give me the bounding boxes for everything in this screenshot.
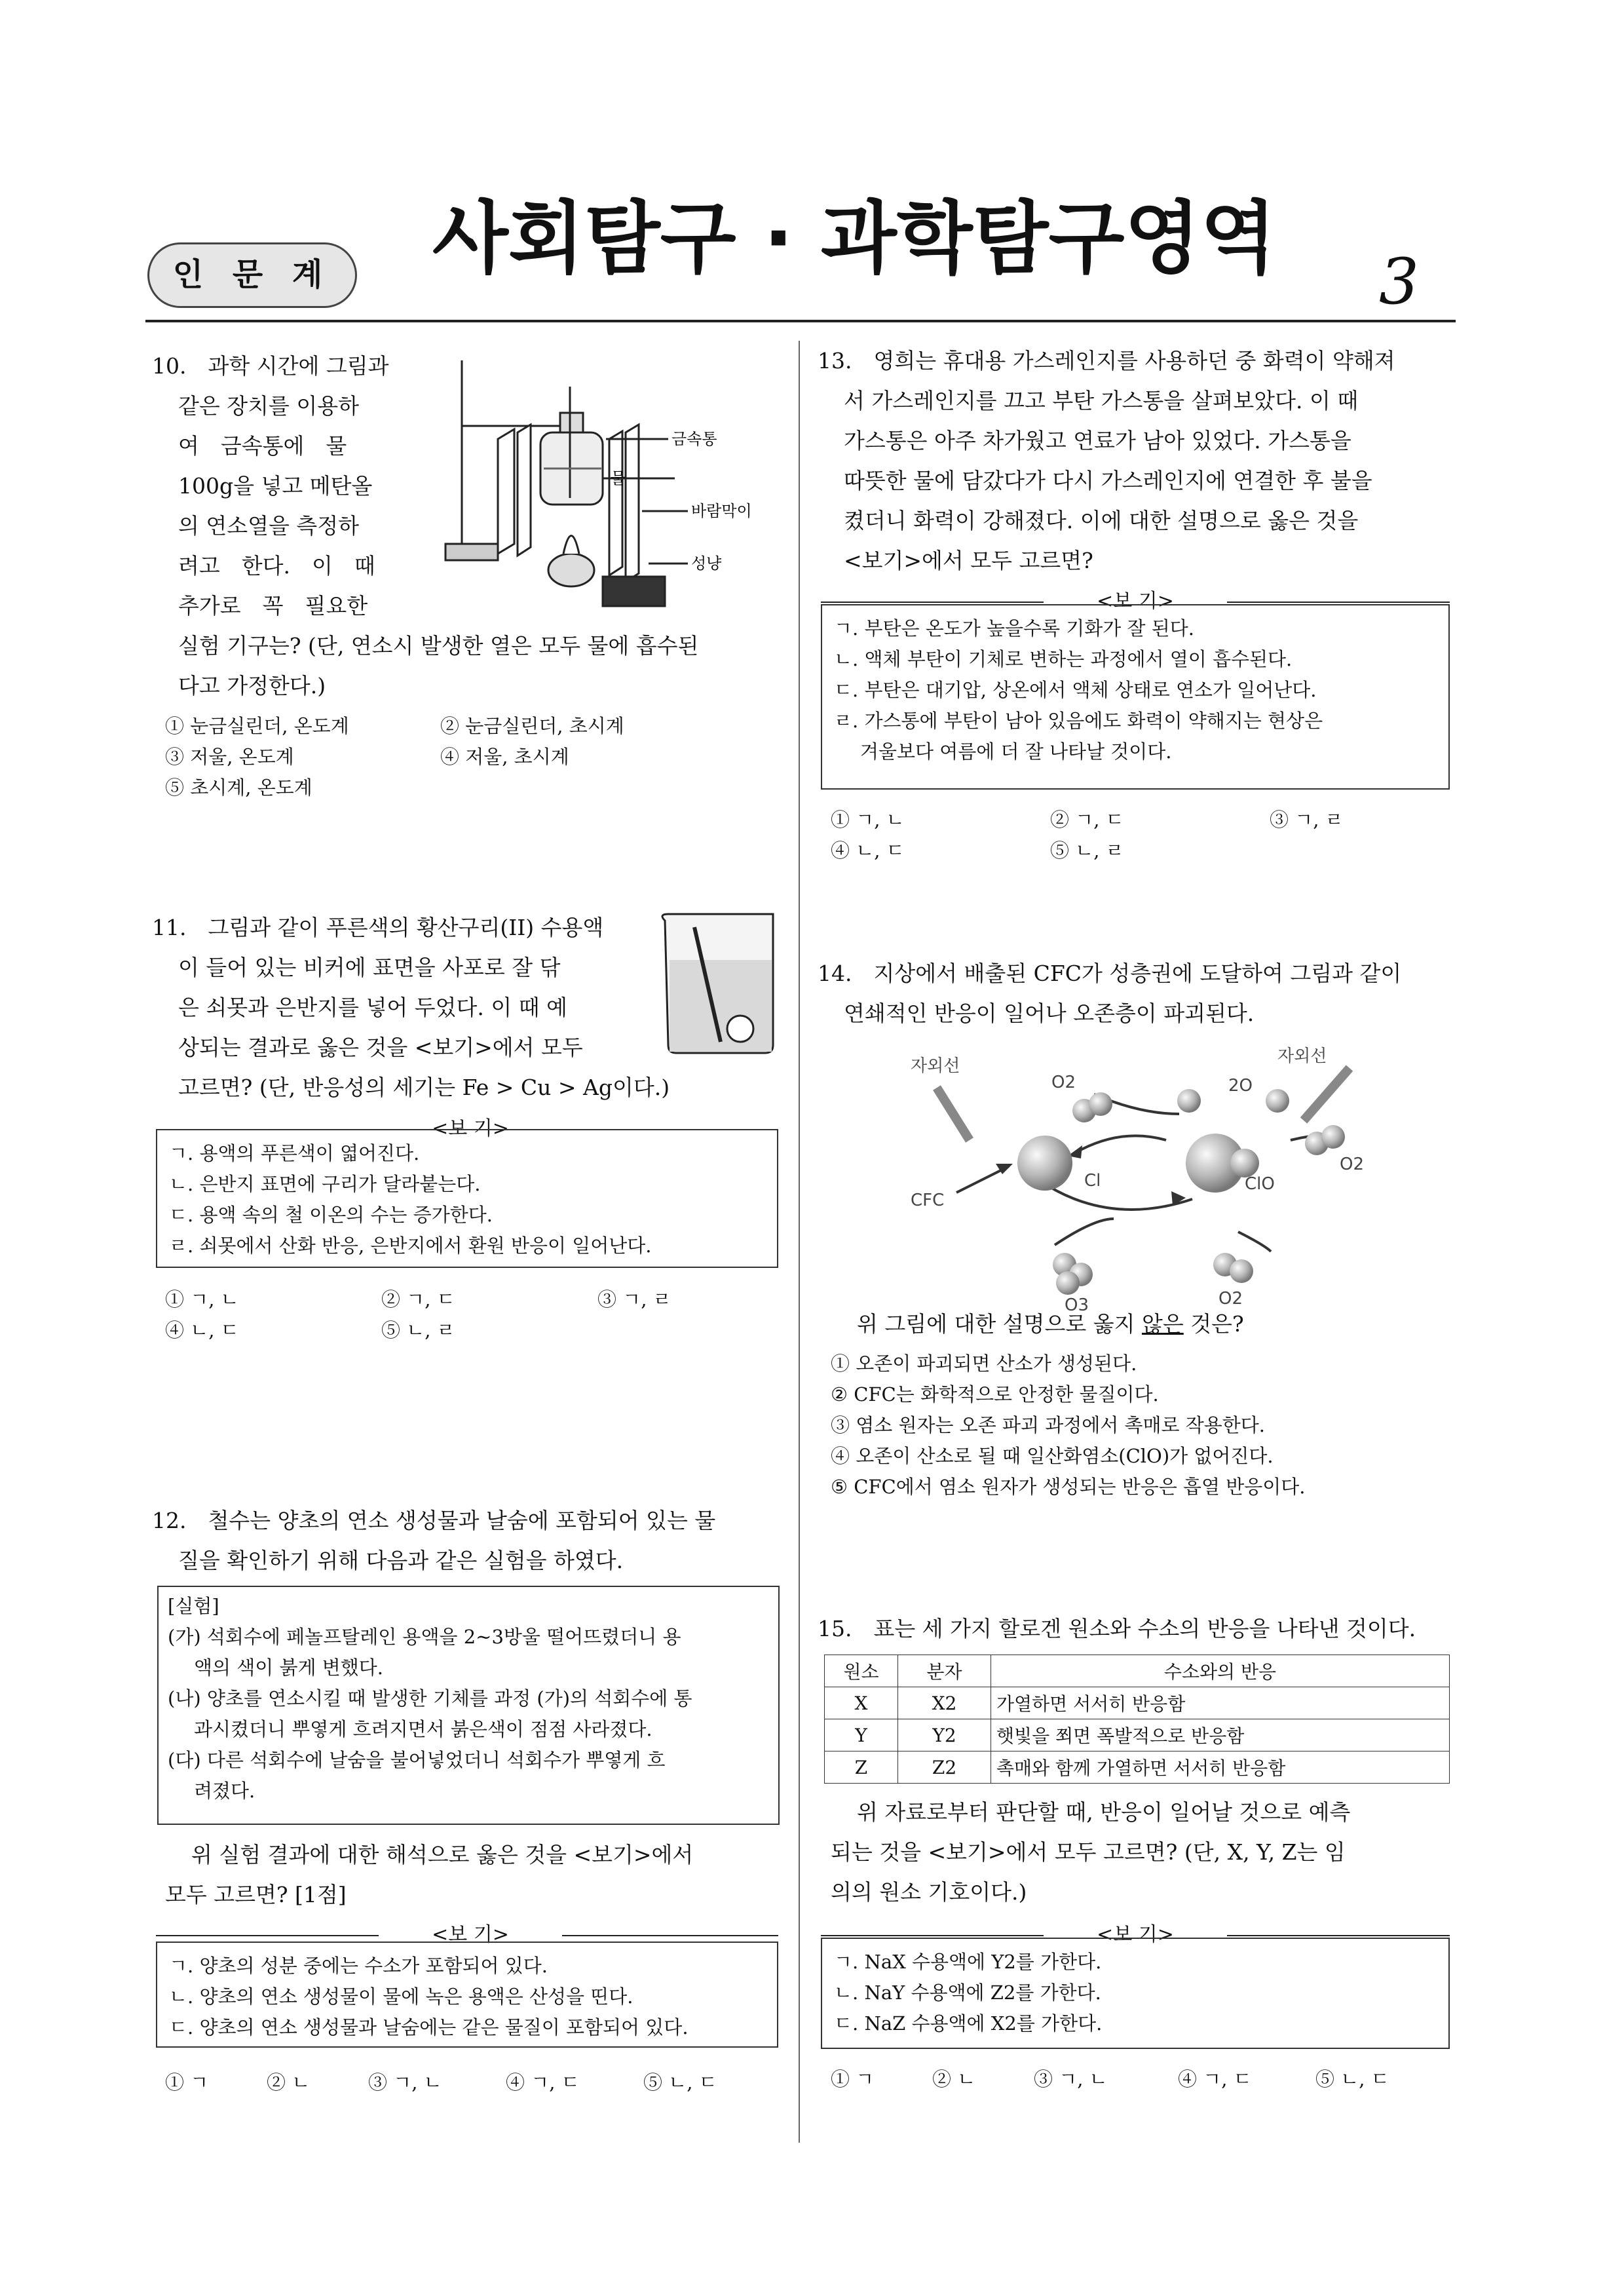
label-lamp: 성냥 <box>691 554 722 573</box>
q12-ask-line: 위 실험 결과에 대한 해석으로 옳은 것을 <보기>에서 <box>191 1842 694 1867</box>
q14-line: 연쇄적인 반응이 일어나 오존층이 파괴된다. <box>844 1001 1255 1026</box>
q15-ask-line: 되는 것을 <보기>에서 모두 고르면? (단, X, Y, Z는 임 <box>831 1839 1346 1865</box>
q10-options <box>165 711 755 803</box>
q11-item: ㄹ. 쇠못에서 산화 반응, 은반지에서 환원 반응이 일어난다. <box>169 1234 652 1257</box>
track-badge <box>147 242 357 308</box>
track-badge-label: 인 문 계 <box>172 256 332 293</box>
q12-option-1[interactable]: ① ㄱ <box>165 2071 209 2094</box>
q10-line: 같은 장치를 이용하 <box>178 393 360 419</box>
q13-box-label: <보 기> <box>1097 590 1174 613</box>
q14-option-5[interactable]: ⑤ CFC에서 염소 원자가 생성되는 반응은 흡열 반응이다. <box>831 1476 1306 1498</box>
table-cell: 가열하면 서서히 반응함 <box>991 1687 1450 1719</box>
q10-line-9: 다고 가정한다.) <box>178 673 326 698</box>
q13-stem <box>818 341 1460 581</box>
q11-line: 11. 그림과 같이 푸른색의 황산구리(II) 수용액 <box>152 915 604 940</box>
q15-item: ㄷ. NaZ 수용액에 X2를 가한다. <box>834 2012 1103 2035</box>
q15-option-3[interactable]: ③ ㄱ, ㄴ <box>1034 2068 1108 2090</box>
q10-stem <box>152 346 427 626</box>
q11-options <box>165 1284 755 1346</box>
match-box <box>603 577 665 606</box>
q11-item: ㄴ. 은반지 표면에 구리가 달라붙는다. <box>169 1173 481 1195</box>
q15-stem: 15. 표는 세 가지 할로겐 원소와 수소의 반응을 나타낸 것이다. <box>818 1616 1416 1641</box>
cl-atom <box>1017 1136 1072 1191</box>
q13-option-2[interactable]: ② ㄱ, ㄷ <box>1050 809 1124 831</box>
q12-option-4[interactable]: ④ ㄱ, ㄷ <box>506 2071 580 2094</box>
q12-experiment-box <box>157 1586 780 1825</box>
q13-line: 가스통은 아주 차가웠고 연료가 남아 있었다. 가스통을 <box>844 428 1351 453</box>
o2-label-bottom: O2 <box>1218 1289 1243 1309</box>
q14-option-4[interactable]: ④ 오존이 산소로 될 때 일산화염소(ClO)가 없어진다. <box>831 1445 1274 1467</box>
q11-box-label: <보 기> <box>432 1117 509 1140</box>
q12-exp-line: (가) 석회수에 페놀프탈레인 용액을 2~3방울 떨어뜨렸더니 용 <box>168 1626 681 1648</box>
q13-item: ㄱ. 부탄은 온도가 높을수록 기화가 잘 된다. <box>834 617 1194 640</box>
header <box>0 0 1624 328</box>
q13-item: ㄷ. 부탄은 대기압, 상온에서 액체 상태로 연소가 일어난다. <box>834 679 1317 701</box>
q12-exp-line: 액의 색이 붉게 변했다. <box>194 1656 383 1679</box>
q10-option-1[interactable]: ① 눈금실린더, 온도계 <box>165 715 349 737</box>
q12-line: 질을 확인하기 위해 다음과 같은 실험을 하였다. <box>178 1548 624 1573</box>
q13-option-4[interactable]: ④ ㄴ, ㄷ <box>831 839 905 862</box>
q12-exp-line: (다) 다른 석회수에 날숨을 불어넣었더니 석회수가 뿌옇게 흐 <box>168 1749 666 1771</box>
q13-line: 13. 영희는 휴대용 가스레인지를 사용하던 중 화력이 약해져 <box>818 348 1395 373</box>
q12-ask <box>165 1835 794 1915</box>
table-cell: Y <box>825 1719 898 1751</box>
q13-options <box>831 805 1420 866</box>
q12-exp-title: [실험] <box>168 1595 219 1617</box>
q13-item: ㄹ. 가스통에 부탄이 남아 있음에도 화력이 약해지는 현상은 <box>834 710 1323 732</box>
q15-table <box>824 1655 1450 1784</box>
q12-line: 12. 철수는 양초의 연소 생성물과 날숨에 포함되어 있는 물 <box>152 1508 716 1533</box>
q14-ask <box>857 1304 1244 1344</box>
q14-option-2[interactable]: ② CFC는 화학적으로 안정한 물질이다. <box>831 1383 1159 1406</box>
q12-option-5[interactable]: ⑤ ㄴ, ㄷ <box>643 2071 717 2094</box>
q12-box-label: <보 기> <box>432 1923 509 1946</box>
q12-exp-line: (나) 양초를 연소시킬 때 발생한 기체를 과정 (가)의 석회수에 통 <box>168 1687 692 1710</box>
o2-label-a: O2 <box>1051 1073 1076 1092</box>
cfc-label: CFC <box>911 1191 945 1210</box>
q11-line: 고르면? (단, 반응성의 세기는 Fe > Cu > Ag이다.) <box>178 1075 670 1100</box>
table-cell: 햇빛을 쬐면 폭발적으로 반응함 <box>991 1719 1450 1751</box>
q13-example-box <box>821 590 1450 790</box>
q15-option-4[interactable]: ④ ㄱ, ㄷ <box>1178 2068 1252 2090</box>
table-header: 수소와의 반응 <box>991 1655 1450 1687</box>
q10-line: 려고 한다. 이 때 <box>178 553 375 579</box>
table-row <box>825 1751 1450 1784</box>
q15-ask-line: 위 자료로부터 판단할 때, 반응이 일어날 것으로 예측 <box>857 1799 1351 1825</box>
q11-option-1[interactable]: ① ㄱ, ㄴ <box>165 1288 239 1311</box>
q11-beaker-figure <box>655 908 786 1058</box>
q11-example-box <box>156 1117 778 1268</box>
q14-option-3[interactable]: ③ 염소 원자는 오존 파괴 과정에서 촉매로 작용한다. <box>831 1414 1266 1436</box>
q12-example-box <box>156 1923 778 2048</box>
q11-option-4[interactable]: ④ ㄴ, ㄷ <box>165 1319 239 1341</box>
q12-option-3[interactable]: ③ ㄱ, ㄴ <box>368 2071 442 2094</box>
stand-base <box>445 544 498 560</box>
table-cell: 촉매와 함께 가열하면 서서히 반응함 <box>991 1751 1450 1784</box>
q13-line: 따뜻한 물에 담갔다가 다시 가스레인지에 연결한 후 불을 <box>844 468 1372 493</box>
q13-item: ㄴ. 액체 부탄이 기체로 변하는 과정에서 열이 흡수된다. <box>834 648 1293 670</box>
uv-label-right: 자외선 <box>1277 1046 1327 1066</box>
alcohol-lamp <box>548 554 594 586</box>
q13-option-3[interactable]: ③ ㄱ, ㄹ <box>1270 809 1344 831</box>
q15-options <box>831 2064 1453 2095</box>
uv-label-left: 자외선 <box>911 1056 960 1076</box>
q12-option-2[interactable]: ② ㄴ <box>267 2071 311 2094</box>
q14-ask-text: 위 그림에 대한 설명으로 옳지 <box>857 1311 1142 1337</box>
q15-ask <box>831 1792 1460 1912</box>
q14-line: 14. 지상에서 배출된 CFC가 성층권에 도달하여 그림과 같이 <box>818 961 1402 986</box>
label-wind: 바람막이 <box>691 502 752 520</box>
q12-item: ㄷ. 양초의 연소 생성물과 날숨에는 같은 물질이 포함되어 있다. <box>169 2016 689 2038</box>
cl-label: Cl <box>1084 1171 1101 1191</box>
clo-label: ClO <box>1245 1174 1275 1194</box>
q12-stem <box>152 1501 781 1580</box>
q10-line: 10. 과학 시간에 그림과 <box>152 353 389 379</box>
q14-stem <box>818 953 1460 1033</box>
q13-line: 켰더니 화력이 강해졌다. 이에 대한 설명으로 옳은 것을 <box>844 508 1359 533</box>
label-can: 금속통 <box>671 430 717 448</box>
page-title: 사회탐구 · 과학탐구영역 <box>432 193 1277 284</box>
page-number: 3 <box>1379 245 1420 318</box>
q15-option-2[interactable]: ② ㄴ <box>932 2068 976 2090</box>
q14-ozone-figure <box>897 1035 1395 1317</box>
table-header: 원소 <box>825 1655 898 1687</box>
q15-example-box <box>821 1923 1450 2054</box>
table-row <box>825 1687 1450 1719</box>
table-cell: Z2 <box>898 1751 991 1784</box>
q15-item: ㄱ. NaX 수용액에 Y2를 가한다. <box>834 1951 1102 1973</box>
table-cell: X2 <box>898 1687 991 1719</box>
q11-option-3[interactable]: ③ ㄱ, ㄹ <box>597 1288 671 1311</box>
q15-item: ㄴ. NaY 수용액에 Z2를 가한다. <box>834 1981 1101 2004</box>
q13-line: 서 가스레인지를 끄고 부탄 가스통을 살펴보았다. 이 때 <box>844 388 1359 413</box>
silver-ring <box>727 1016 753 1042</box>
q12-exp-line: 려졌다. <box>194 1780 255 1802</box>
q12-options <box>165 2067 787 2098</box>
q11-option-2[interactable]: ② ㄱ, ㄷ <box>381 1288 455 1311</box>
q13-option-1[interactable]: ① ㄱ, ㄴ <box>831 809 905 831</box>
q10-line-8: 실험 기구는? (단, 연소시 발생한 열은 모두 물에 흡수된 <box>178 633 699 659</box>
q10-line: 100g을 넣고 메탄올 <box>178 473 373 499</box>
q11-line: 상되는 결과로 옳은 것을 <보기>에서 모두 <box>178 1035 583 1060</box>
table-cell: Z <box>825 1751 898 1784</box>
o2-label-right: O2 <box>1340 1155 1365 1174</box>
q10-option-2[interactable]: ② 눈금실린더, 초시계 <box>440 715 624 737</box>
q12-item: ㄱ. 양초의 성분 중에는 수소가 포함되어 있다. <box>169 1955 548 1977</box>
table-cell: Y2 <box>898 1719 991 1751</box>
q15-box-label: <보 기> <box>1097 1923 1174 1946</box>
q13-line: <보기>에서 모두 고르면? <box>844 548 1093 573</box>
header-rule <box>145 320 1456 322</box>
label-water: 물 <box>611 469 626 488</box>
q10-line: 여 금속통에 물 <box>178 433 347 459</box>
q11-option-5[interactable]: ⑤ ㄴ, ㄹ <box>381 1319 455 1341</box>
table-header: 분자 <box>898 1655 991 1687</box>
q11-item: ㄷ. 용액 속의 철 이온의 수는 증가한다. <box>169 1204 493 1226</box>
q13-option-5[interactable]: ⑤ ㄴ, ㄹ <box>1050 839 1124 862</box>
table-header-row <box>825 1655 1450 1687</box>
q10-option-4[interactable]: ④ 저울, 초시계 <box>440 746 569 768</box>
table-cell: X <box>825 1687 898 1719</box>
q12-ask-line: 모두 고르면? [1점] <box>165 1882 347 1907</box>
q10-option-5[interactable]: ⑤ 초시계, 온도계 <box>165 776 312 799</box>
table-row <box>825 1719 1450 1751</box>
q10-option-3[interactable]: ③ 저울, 온도계 <box>165 746 294 768</box>
q12-item: ㄴ. 양초의 연소 생성물이 물에 녹은 용액은 산성을 띤다. <box>169 1985 633 2008</box>
q15-ask-line: 의의 원소 기호이다.) <box>831 1879 1027 1905</box>
q11-line: 이 들어 있는 비커에 표면을 사포로 잘 닦 <box>178 955 561 980</box>
q10-line: 의 연소열을 측정하 <box>178 513 360 539</box>
o-label-2o: 2O <box>1228 1076 1253 1096</box>
q15-option-1[interactable]: ① ㄱ <box>831 2068 875 2090</box>
q15-option-5[interactable]: ⑤ ㄴ, ㄷ <box>1315 2068 1389 2090</box>
q10-apparatus-figure <box>406 347 799 622</box>
q11-stem <box>152 908 722 1107</box>
q14-option-1[interactable]: ① 오존이 파괴되면 산소가 생성된다. <box>831 1352 1137 1375</box>
q10-line: 추가로 꼭 필요한 <box>178 593 368 619</box>
q14-ask-underline: 않은 <box>1142 1311 1184 1337</box>
q11-item: ㄱ. 용액의 푸른색이 엷어진다. <box>169 1142 420 1164</box>
q14-options <box>831 1349 1453 1502</box>
o3-label: O3 <box>1065 1295 1089 1315</box>
q13-item: 겨울보다 여름에 더 잘 나타날 것이다. <box>860 740 1172 763</box>
q14-ask-text-end: 것은? <box>1183 1311 1244 1337</box>
q12-exp-line: 과시켰더니 뿌옇게 흐려지면서 붉은색이 점점 사라졌다. <box>194 1718 652 1740</box>
q11-line: 은 쇠못과 은반지를 넣어 두었다. 이 때 예 <box>178 995 567 1020</box>
